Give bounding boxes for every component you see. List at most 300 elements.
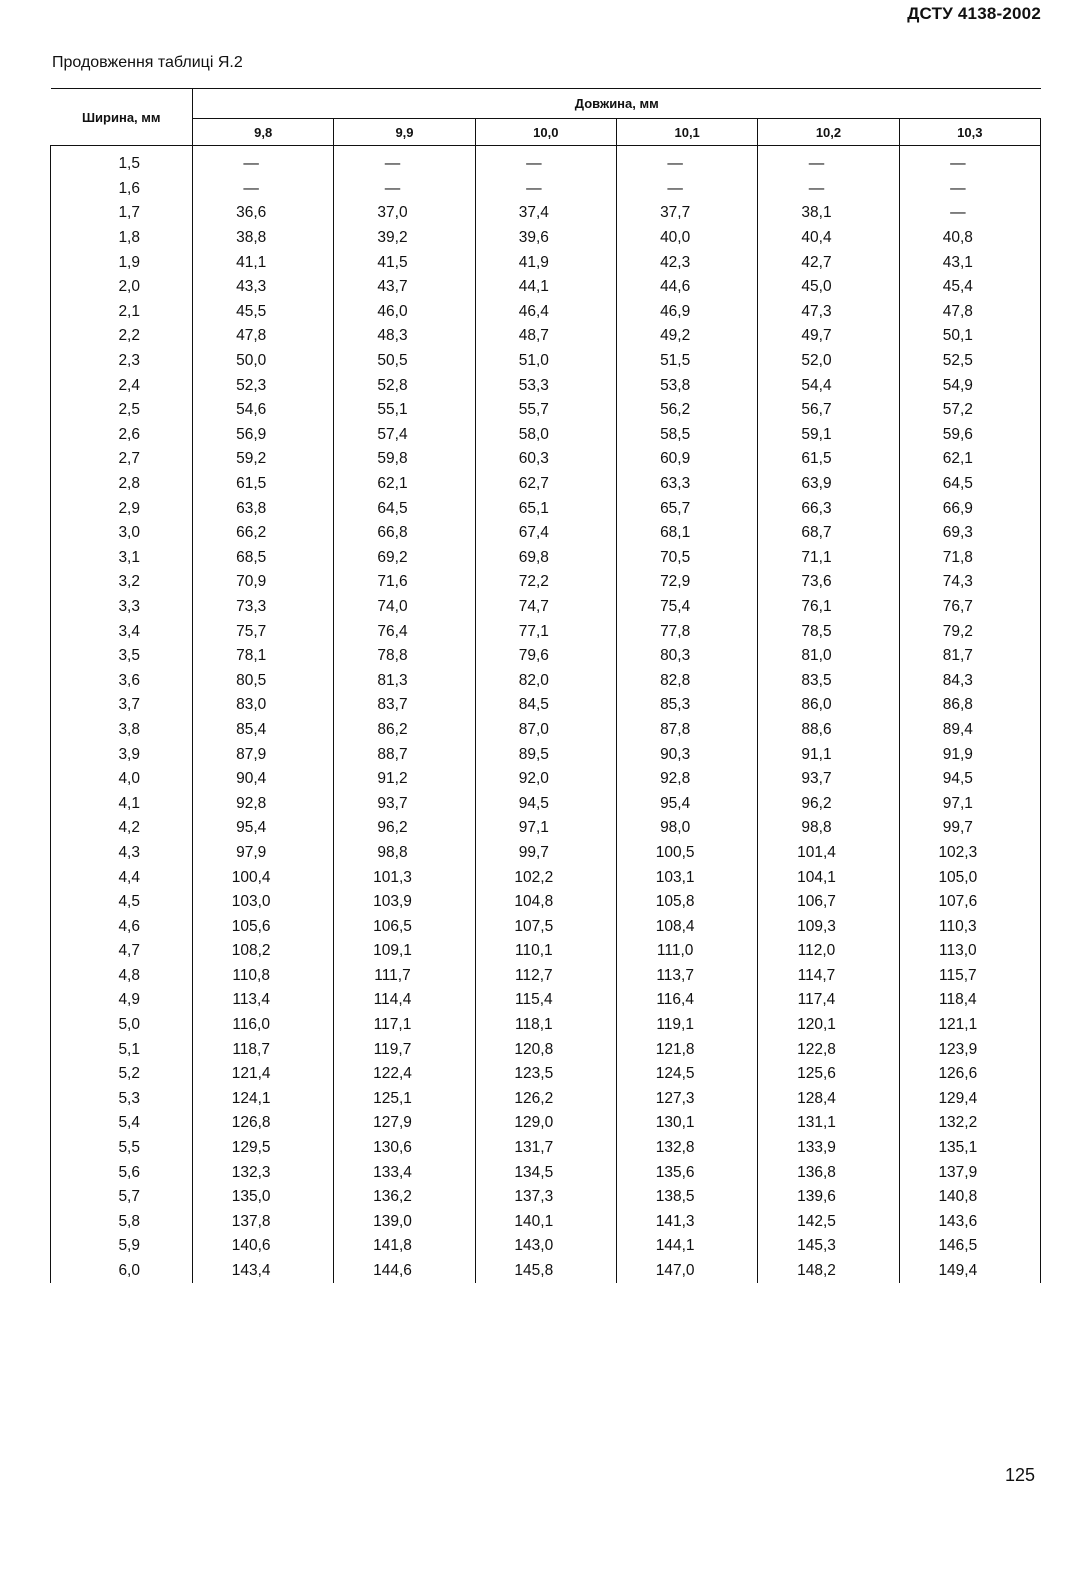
value-cell: 89,4 [899, 718, 1040, 743]
value-cell: 105,6 [193, 914, 334, 939]
value-cell: 77,8 [616, 619, 757, 644]
table-row [51, 1136, 1041, 1161]
table-row [51, 324, 1041, 349]
value-cell: 37,0 [334, 201, 475, 226]
value-cell: 111,0 [616, 939, 757, 964]
value-cell: 66,2 [193, 521, 334, 546]
value-cell: 41,1 [193, 250, 334, 275]
width-cell: 5,8 [51, 1210, 193, 1235]
table-row [51, 300, 1041, 325]
value-cell: 96,2 [758, 791, 899, 816]
value-cell: 74,0 [334, 595, 475, 620]
value-cell: 83,7 [334, 693, 475, 718]
column-header-row [51, 119, 1041, 146]
value-cell: 129,4 [899, 1087, 1040, 1112]
value-cell: 94,5 [899, 767, 1040, 792]
value-cell: 131,1 [758, 1111, 899, 1136]
width-cell: 3,7 [51, 693, 193, 718]
value-cell: 132,2 [899, 1111, 1040, 1136]
value-cell: 55,7 [475, 398, 616, 423]
value-cell: 103,9 [334, 890, 475, 915]
width-cell: 4,3 [51, 841, 193, 866]
value-cell: 114,7 [758, 964, 899, 989]
width-cell: 3,1 [51, 546, 193, 571]
value-cell: 85,3 [616, 693, 757, 718]
value-cell: 141,3 [616, 1210, 757, 1235]
value-cell: 76,7 [899, 595, 1040, 620]
value-cell: 43,3 [193, 275, 334, 300]
value-cell: 102,3 [899, 841, 1040, 866]
width-cell: 2,1 [51, 300, 193, 325]
value-cell: 90,3 [616, 742, 757, 767]
value-cell: 59,8 [334, 447, 475, 472]
value-cell: 73,6 [758, 570, 899, 595]
table-row [51, 250, 1041, 275]
value-cell: 63,3 [616, 472, 757, 497]
table-body [51, 146, 1041, 1284]
value-cell: 128,4 [758, 1087, 899, 1112]
width-cell: 2,0 [51, 275, 193, 300]
value-cell: 145,3 [758, 1234, 899, 1259]
value-cell: 98,0 [616, 816, 757, 841]
value-cell: 88,6 [758, 718, 899, 743]
value-cell: 81,7 [899, 644, 1040, 669]
value-cell: 138,5 [616, 1185, 757, 1210]
value-cell: 121,8 [616, 1037, 757, 1062]
value-cell: 43,7 [334, 275, 475, 300]
table-row [51, 398, 1041, 423]
value-cell: 144,1 [616, 1234, 757, 1259]
value-cell: 68,7 [758, 521, 899, 546]
value-cell: 46,0 [334, 300, 475, 325]
value-cell: 78,1 [193, 644, 334, 669]
table-row [51, 1111, 1041, 1136]
value-cell: 54,4 [758, 373, 899, 398]
value-cell: 57,2 [899, 398, 1040, 423]
table-row [51, 841, 1041, 866]
row-header-width: Ширина, мм [51, 89, 193, 146]
value-cell: 123,9 [899, 1037, 1040, 1062]
width-cell: 4,2 [51, 816, 193, 841]
value-cell: 95,4 [616, 791, 757, 816]
value-cell: 98,8 [334, 841, 475, 866]
width-cell: 3,4 [51, 619, 193, 644]
value-cell: 105,8 [616, 890, 757, 915]
value-cell: 108,4 [616, 914, 757, 939]
value-cell: 53,8 [616, 373, 757, 398]
value-cell: 91,2 [334, 767, 475, 792]
value-cell: 57,4 [334, 423, 475, 448]
value-cell: 129,5 [193, 1136, 334, 1161]
width-cell: 2,9 [51, 496, 193, 521]
width-cell: 5,9 [51, 1234, 193, 1259]
value-cell: 49,2 [616, 324, 757, 349]
value-cell: 66,8 [334, 521, 475, 546]
value-cell: 109,1 [334, 939, 475, 964]
table-row [51, 865, 1041, 890]
value-cell: 89,5 [475, 742, 616, 767]
width-cell: 1,7 [51, 201, 193, 226]
value-cell: 104,1 [758, 865, 899, 890]
value-cell: — [193, 146, 334, 177]
value-cell: 69,2 [334, 546, 475, 571]
value-cell: 37,4 [475, 201, 616, 226]
value-cell: 139,6 [758, 1185, 899, 1210]
value-cell: 50,5 [334, 349, 475, 374]
value-cell: 51,0 [475, 349, 616, 374]
value-cell: 119,7 [334, 1037, 475, 1062]
table-row [51, 914, 1041, 939]
width-cell: 3,8 [51, 718, 193, 743]
width-cell: 2,5 [51, 398, 193, 423]
value-cell: 85,4 [193, 718, 334, 743]
value-cell: 58,5 [616, 423, 757, 448]
value-cell: 136,2 [334, 1185, 475, 1210]
value-cell: 39,2 [334, 226, 475, 251]
table-row [51, 619, 1041, 644]
width-cell: 2,8 [51, 472, 193, 497]
table-row [51, 177, 1041, 202]
value-cell: 41,5 [334, 250, 475, 275]
value-cell: 69,8 [475, 546, 616, 571]
value-cell: 66,9 [899, 496, 1040, 521]
width-cell: 2,7 [51, 447, 193, 472]
value-cell: 63,9 [758, 472, 899, 497]
value-cell: 58,0 [475, 423, 616, 448]
value-cell: 36,6 [193, 201, 334, 226]
value-cell: 42,7 [758, 250, 899, 275]
table-row [51, 373, 1041, 398]
value-cell: 107,6 [899, 890, 1040, 915]
value-cell: 122,8 [758, 1037, 899, 1062]
value-cell: 38,8 [193, 226, 334, 251]
value-cell: 100,4 [193, 865, 334, 890]
value-cell: 41,9 [475, 250, 616, 275]
value-cell: 114,4 [334, 988, 475, 1013]
table-row [51, 349, 1041, 374]
width-cell: 5,5 [51, 1136, 193, 1161]
value-cell: 132,3 [193, 1160, 334, 1185]
value-cell: 140,1 [475, 1210, 616, 1235]
table-row [51, 1160, 1041, 1185]
table-row [51, 570, 1041, 595]
value-cell: 87,8 [616, 718, 757, 743]
value-cell: 48,3 [334, 324, 475, 349]
value-cell: 143,4 [193, 1259, 334, 1284]
table-row [51, 693, 1041, 718]
value-cell: 83,0 [193, 693, 334, 718]
value-cell: 78,8 [334, 644, 475, 669]
table-row [51, 742, 1041, 767]
value-cell: 113,0 [899, 939, 1040, 964]
value-cell: 101,3 [334, 865, 475, 890]
value-cell: 113,7 [616, 964, 757, 989]
value-cell: 62,1 [334, 472, 475, 497]
value-cell: 101,4 [758, 841, 899, 866]
value-cell: 68,1 [616, 521, 757, 546]
value-cell: 87,0 [475, 718, 616, 743]
value-cell: 54,6 [193, 398, 334, 423]
value-cell: 118,1 [475, 1013, 616, 1038]
value-cell: 124,5 [616, 1062, 757, 1087]
value-cell: 37,7 [616, 201, 757, 226]
value-cell: 135,1 [899, 1136, 1040, 1161]
value-cell: 133,4 [334, 1160, 475, 1185]
value-cell: 74,7 [475, 595, 616, 620]
value-cell: 56,7 [758, 398, 899, 423]
width-cell: 2,6 [51, 423, 193, 448]
value-cell: 64,5 [899, 472, 1040, 497]
value-cell: 126,6 [899, 1062, 1040, 1087]
value-cell: 93,7 [334, 791, 475, 816]
value-cell: 133,9 [758, 1136, 899, 1161]
value-cell: — [193, 177, 334, 202]
width-cell: 4,8 [51, 964, 193, 989]
width-cell: 3,9 [51, 742, 193, 767]
value-cell: — [475, 146, 616, 177]
value-cell: 120,1 [758, 1013, 899, 1038]
value-cell: 117,4 [758, 988, 899, 1013]
table-row [51, 546, 1041, 571]
width-cell: 4,9 [51, 988, 193, 1013]
value-cell: 143,6 [899, 1210, 1040, 1235]
value-cell: 92,0 [475, 767, 616, 792]
table-row [51, 668, 1041, 693]
value-cell: 122,4 [334, 1062, 475, 1087]
value-cell: 125,6 [758, 1062, 899, 1087]
value-cell: — [334, 146, 475, 177]
value-cell: 60,9 [616, 447, 757, 472]
value-cell: 126,8 [193, 1111, 334, 1136]
value-cell: — [616, 177, 757, 202]
value-cell: 90,4 [193, 767, 334, 792]
width-cell: 5,0 [51, 1013, 193, 1038]
value-cell: 137,3 [475, 1185, 616, 1210]
value-cell: 112,0 [758, 939, 899, 964]
value-cell: 53,3 [475, 373, 616, 398]
value-cell: 121,1 [899, 1013, 1040, 1038]
value-cell: 103,1 [616, 865, 757, 890]
value-cell: 134,5 [475, 1160, 616, 1185]
table-row [51, 447, 1041, 472]
value-cell: 112,7 [475, 964, 616, 989]
page-number: 125 [1004, 1465, 1035, 1485]
value-cell: 83,5 [758, 668, 899, 693]
value-cell: 72,9 [616, 570, 757, 595]
weight-table [50, 88, 1041, 1283]
table-row [51, 1087, 1041, 1112]
value-cell: 113,4 [193, 988, 334, 1013]
value-cell: 45,5 [193, 300, 334, 325]
value-cell: 105,0 [899, 865, 1040, 890]
value-cell: 82,0 [475, 668, 616, 693]
width-cell: 1,9 [51, 250, 193, 275]
value-cell: 81,0 [758, 644, 899, 669]
value-cell: 93,7 [758, 767, 899, 792]
value-cell: 132,8 [616, 1136, 757, 1161]
value-cell: 78,5 [758, 619, 899, 644]
value-cell: 84,3 [899, 668, 1040, 693]
table-row [51, 472, 1041, 497]
value-cell: 54,9 [899, 373, 1040, 398]
value-cell: 130,6 [334, 1136, 475, 1161]
table-row [51, 816, 1041, 841]
width-cell: 4,1 [51, 791, 193, 816]
value-cell: 131,7 [475, 1136, 616, 1161]
value-cell: 82,8 [616, 668, 757, 693]
value-cell: 63,8 [193, 496, 334, 521]
value-cell: 74,3 [899, 570, 1040, 595]
value-cell: 125,1 [334, 1087, 475, 1112]
value-cell: 88,7 [334, 742, 475, 767]
width-cell: 5,6 [51, 1160, 193, 1185]
value-cell: 38,1 [758, 201, 899, 226]
value-cell: 106,7 [758, 890, 899, 915]
value-cell: 126,2 [475, 1087, 616, 1112]
value-cell: 52,5 [899, 349, 1040, 374]
value-cell: 55,1 [334, 398, 475, 423]
value-cell: 95,4 [193, 816, 334, 841]
value-cell: — [899, 201, 1040, 226]
width-cell: 4,5 [51, 890, 193, 915]
value-cell: 46,9 [616, 300, 757, 325]
value-cell: 91,1 [758, 742, 899, 767]
table-row [51, 964, 1041, 989]
value-cell: 139,0 [334, 1210, 475, 1235]
width-cell: 4,4 [51, 865, 193, 890]
value-cell: 47,8 [899, 300, 1040, 325]
table-row [51, 644, 1041, 669]
value-cell: 129,0 [475, 1111, 616, 1136]
value-cell: 40,8 [899, 226, 1040, 251]
value-cell: — [899, 177, 1040, 202]
column-header-length: 10,0 [475, 119, 616, 146]
table-row [51, 423, 1041, 448]
value-cell: 121,4 [193, 1062, 334, 1087]
table-row [51, 595, 1041, 620]
value-cell: 70,5 [616, 546, 757, 571]
value-cell: 106,5 [334, 914, 475, 939]
value-cell: 80,3 [616, 644, 757, 669]
value-cell: 110,8 [193, 964, 334, 989]
table-row [51, 1210, 1041, 1235]
width-cell: 2,3 [51, 349, 193, 374]
value-cell: 61,5 [758, 447, 899, 472]
width-cell: 6,0 [51, 1259, 193, 1284]
value-cell: 71,1 [758, 546, 899, 571]
value-cell: 91,9 [899, 742, 1040, 767]
table-row [51, 791, 1041, 816]
value-cell: 76,4 [334, 619, 475, 644]
table-row [51, 1062, 1041, 1087]
standard-code: ДСТУ 4138-2002 [907, 4, 1041, 23]
value-cell: — [616, 146, 757, 177]
value-cell: 59,6 [899, 423, 1040, 448]
value-cell: 39,6 [475, 226, 616, 251]
value-cell: 97,9 [193, 841, 334, 866]
value-cell: 46,4 [475, 300, 616, 325]
value-cell: 147,0 [616, 1259, 757, 1284]
value-cell: 102,2 [475, 865, 616, 890]
table-row [51, 767, 1041, 792]
value-cell: 66,3 [758, 496, 899, 521]
value-cell: 40,4 [758, 226, 899, 251]
value-cell: 77,1 [475, 619, 616, 644]
value-cell: 50,1 [899, 324, 1040, 349]
value-cell: 135,0 [193, 1185, 334, 1210]
width-cell: 2,2 [51, 324, 193, 349]
width-cell: 1,5 [51, 146, 193, 177]
table-row [51, 988, 1041, 1013]
table-row [51, 521, 1041, 546]
value-cell: — [899, 146, 1040, 177]
value-cell: 119,1 [616, 1013, 757, 1038]
value-cell: 62,7 [475, 472, 616, 497]
column-header-length: 10,3 [899, 119, 1040, 146]
table-row [51, 226, 1041, 251]
value-cell: 86,2 [334, 718, 475, 743]
width-cell: 4,6 [51, 914, 193, 939]
value-cell: 67,4 [475, 521, 616, 546]
value-cell: 45,4 [899, 275, 1040, 300]
group-header-length: Довжина, мм [193, 89, 1041, 119]
width-cell: 4,7 [51, 939, 193, 964]
value-cell: 87,9 [193, 742, 334, 767]
value-cell: 115,7 [899, 964, 1040, 989]
value-cell: 59,1 [758, 423, 899, 448]
value-cell: 116,4 [616, 988, 757, 1013]
width-cell: 5,2 [51, 1062, 193, 1087]
value-cell: 86,0 [758, 693, 899, 718]
width-cell: 5,1 [51, 1037, 193, 1062]
value-cell: 80,5 [193, 668, 334, 693]
value-cell: 84,5 [475, 693, 616, 718]
width-cell: 3,6 [51, 668, 193, 693]
value-cell: 49,7 [758, 324, 899, 349]
value-cell: 136,8 [758, 1160, 899, 1185]
value-cell: 50,0 [193, 349, 334, 374]
value-cell: 107,5 [475, 914, 616, 939]
value-cell: 71,6 [334, 570, 475, 595]
value-cell: 79,2 [899, 619, 1040, 644]
table-row [51, 939, 1041, 964]
value-cell: 65,7 [616, 496, 757, 521]
value-cell: 108,2 [193, 939, 334, 964]
table-row [51, 201, 1041, 226]
table-row [51, 1185, 1041, 1210]
value-cell: 44,6 [616, 275, 757, 300]
value-cell: 64,5 [334, 496, 475, 521]
value-cell: 97,1 [899, 791, 1040, 816]
table-row [51, 1259, 1041, 1284]
width-cell: 3,2 [51, 570, 193, 595]
width-cell: 4,0 [51, 767, 193, 792]
table-row [51, 890, 1041, 915]
value-cell: 61,5 [193, 472, 334, 497]
value-cell: 127,9 [334, 1111, 475, 1136]
value-cell: 140,8 [899, 1185, 1040, 1210]
width-cell: 3,3 [51, 595, 193, 620]
column-header-length: 9,9 [334, 119, 475, 146]
value-cell: 76,1 [758, 595, 899, 620]
value-cell: 92,8 [616, 767, 757, 792]
value-cell: 124,1 [193, 1087, 334, 1112]
value-cell: — [334, 177, 475, 202]
value-cell: 97,1 [475, 816, 616, 841]
value-cell: 79,6 [475, 644, 616, 669]
value-cell: 69,3 [899, 521, 1040, 546]
value-cell: 72,2 [475, 570, 616, 595]
